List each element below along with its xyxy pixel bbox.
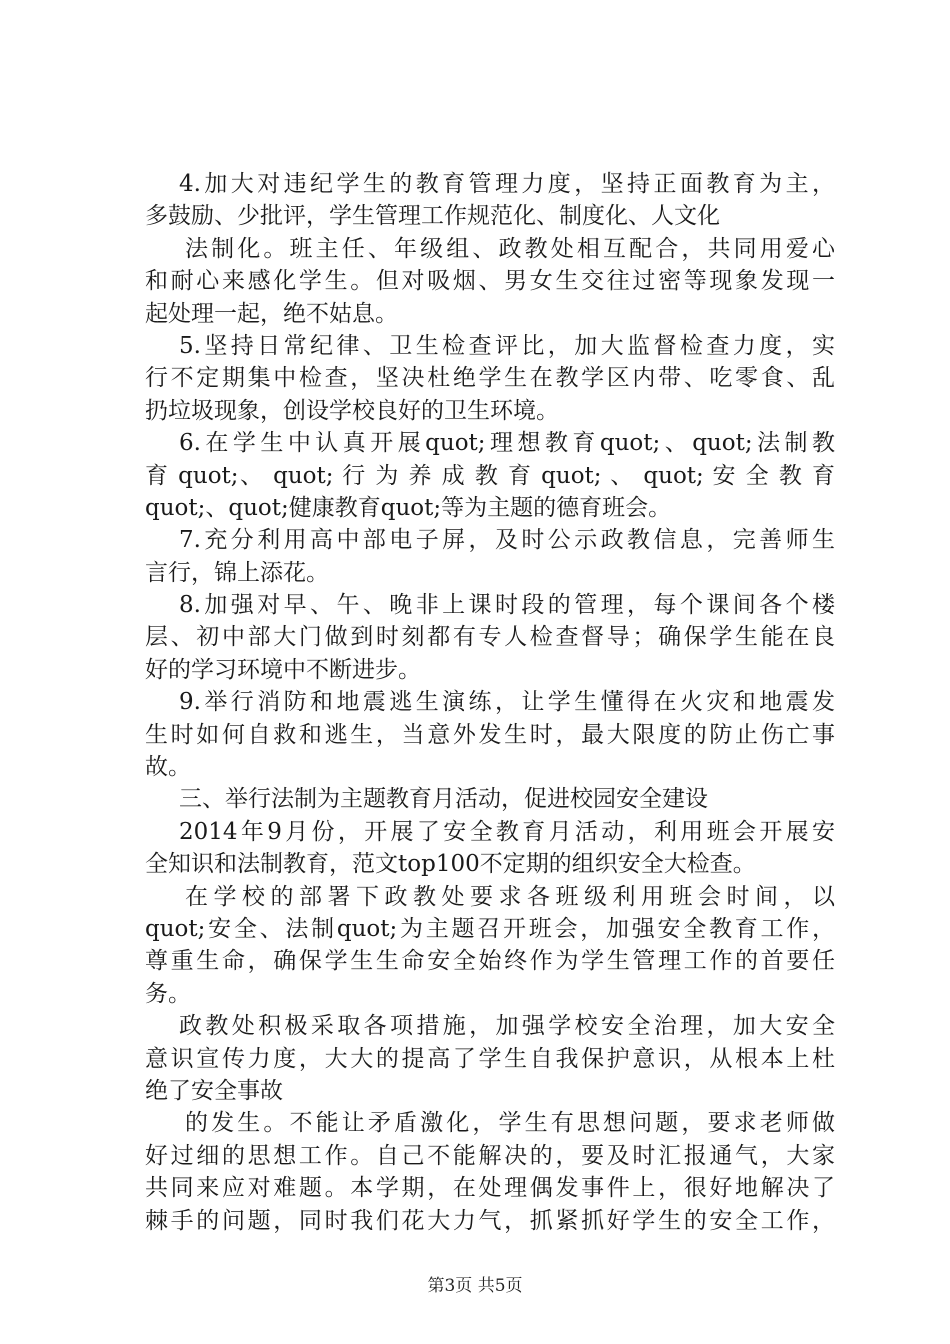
text-line: 好过细的思想工作。自己不能解决的，要及时汇报通气，大家: [145, 1142, 835, 1169]
text-line: 政教处积极采取各项措施，加强学校安全治理，加大安全: [179, 1013, 835, 1040]
text-line: 生时如何自救和逃生，当意外发生时，最大限度的防止伤亡事: [145, 721, 835, 748]
text-line: 和耐心来感化学生。但对吸烟、男女生交往过密等现象发现一: [145, 268, 835, 295]
text-line: 起处理一起，绝不姑息。: [145, 300, 398, 327]
text-line: 扔垃圾现象，创设学校良好的卫生环境。: [145, 397, 559, 424]
text-line: quot;安全、法制quot;为主题召开班会，加强安全教育工作，: [145, 915, 835, 942]
text-line: 育 quot;、 quot; 行 为 养 成 教 育 quot; 、 quot; 安 全 教 育: [145, 462, 835, 489]
page-number: 第3页 共5页: [427, 1276, 523, 1296]
text-line: 全知识和法制教育，范文top100不定期的组织安全大检查。: [145, 851, 756, 878]
text-line: 共同来应对难题。本学期，在处理偶发事件上，很好地解决了: [145, 1175, 835, 1202]
text-line: 务。: [145, 980, 191, 1007]
text-line: 行不定期集中检查，坚决杜绝学生在教学区内带、吃零食、乱: [145, 365, 835, 392]
text-line: 三、举行法制为主题教育月活动，促进校园安全建设: [179, 786, 708, 813]
text-line: 故。: [145, 754, 191, 781]
text-line: 多鼓励、少批评，学生管理工作规范化、制度化、人文化: [145, 203, 720, 230]
text-line: 5.坚持日常纪律、卫生检查评比，加大监督检查力度，实: [179, 332, 835, 359]
text-line: 在学校的部署下政教处要求各班级利用班会时间，以: [185, 883, 835, 910]
text-line: 言行，锦上添花。: [145, 559, 329, 586]
text-line: 意识宣传力度，大大的提高了学生自我保护意识，从根本上杜: [145, 1045, 835, 1072]
text-line: 的发生。不能让矛盾激化，学生有思想问题，要求老师做: [185, 1110, 835, 1137]
text-line: 好的学习环境中不断进步。: [145, 656, 421, 683]
text-line: 2014年9月份，开展了安全教育月活动，利用班会开展安: [179, 818, 835, 845]
text-line: 8.加强对早、午、晚非上课时段的管理，每个课间各个楼: [179, 592, 835, 619]
text-line: 绝了安全事故: [145, 1077, 283, 1104]
document-body: [145, 168, 835, 1237]
text-line: 9.举行消防和地震逃生演练，让学生懂得在火灾和地震发: [179, 689, 835, 716]
text-line: 6.在学生中认真开展quot;理想教育quot;、quot;法制教: [179, 430, 835, 457]
text-line: 层、初中部大门做到时刻都有专人检查督导；确保学生能在良: [145, 624, 835, 651]
text-line: 尊重生命，确保学生生命安全始终作为学生管理工作的首要任: [145, 948, 835, 975]
page-footer: [0, 1275, 950, 1297]
text-line: 法制化。班主任、年级组、政教处相互配合，共同用爱心: [185, 235, 835, 262]
text-line: quot;、quot;健康教育quot;等为主题的德育班会。: [145, 494, 672, 521]
text-line: 4.加大对违纪学生的教育管理力度，坚持正面教育为主，: [179, 171, 835, 197]
text-line: 7.充分利用高中部电子屏，及时公示政教信息，完善师生: [179, 527, 835, 554]
text-line: 棘手的问题，同时我们花大力气，抓紧抓好学生的安全工作，: [145, 1207, 835, 1234]
